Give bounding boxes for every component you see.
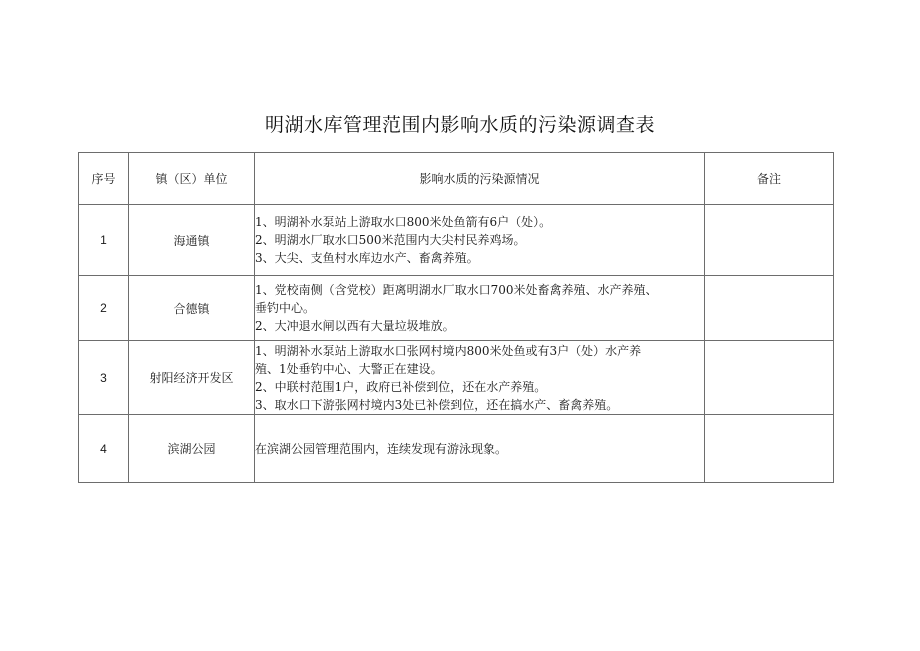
detail-line: 殖、1处垂钓中心、大警正在建设。 [255, 361, 443, 376]
detail-line: 2、大冲退水闸以西有大量垃圾堆放。 [255, 319, 455, 333]
pollution-details [255, 205, 705, 276]
remarks-cell [705, 276, 834, 341]
header-pollution-details: 影响水质的污染源情况 [255, 153, 705, 205]
row-number: 2 [79, 276, 129, 341]
detail-line: 3、大尖、支鱼村水库边水产、畜禽养殖。 [255, 251, 479, 265]
detail-line: 在滨湖公园管理范围内，连续发现有游泳现象。 [255, 441, 508, 456]
table-row [79, 276, 834, 341]
town-name: 合德镇 [129, 276, 255, 341]
pollution-details [255, 276, 705, 341]
pollution-survey-table [78, 152, 834, 483]
header-remarks: 备注 [705, 153, 834, 205]
document-title: 明湖水库管理范围内影响水质的污染源调查表 [264, 114, 655, 136]
detail-line: 3、取水口下游张网村境内3处已补偿到位，还在搞水产、畜禽养殖。 [255, 397, 619, 412]
detail-line: 1、明湖补水泵站上游取水口张网村境内800米处鱼或有3户（处）水产养 [255, 343, 642, 358]
row-number: 3 [79, 341, 129, 415]
table-row [79, 415, 834, 483]
remarks-cell [705, 341, 834, 415]
header-serial-number: 序号 [79, 153, 129, 205]
detail-line: 2、明湖水厂取水口500米范围内大尖村民养鸡场。 [255, 233, 526, 247]
town-name: 滨湖公园 [129, 415, 255, 483]
row-number: 1 [79, 205, 129, 276]
table-row [79, 341, 834, 415]
remarks-cell [705, 415, 834, 483]
town-name: 射阳经济开发区 [129, 341, 255, 415]
detail-line: 1、明湖补水泵站上游取水口800米处鱼箭有6户（处）。 [255, 215, 552, 229]
detail-line: 垂钓中心。 [255, 301, 316, 315]
row-number: 4 [79, 415, 129, 483]
table-row [79, 205, 834, 276]
detail-line: 2、中联村范围1户，政府已补偿到位，还在水产养殖。 [255, 379, 547, 394]
detail-line: 1、党校南侧（含党校）距离明湖水厂取水口700米处畜禽养殖、水产养殖、 [255, 283, 658, 297]
pollution-details [255, 415, 705, 483]
header-town-unit: 镇（区）单位 [129, 153, 255, 205]
town-name: 海通镇 [129, 205, 255, 276]
remarks-cell [705, 205, 834, 276]
table-header-row [79, 153, 834, 205]
pollution-details [255, 341, 705, 415]
